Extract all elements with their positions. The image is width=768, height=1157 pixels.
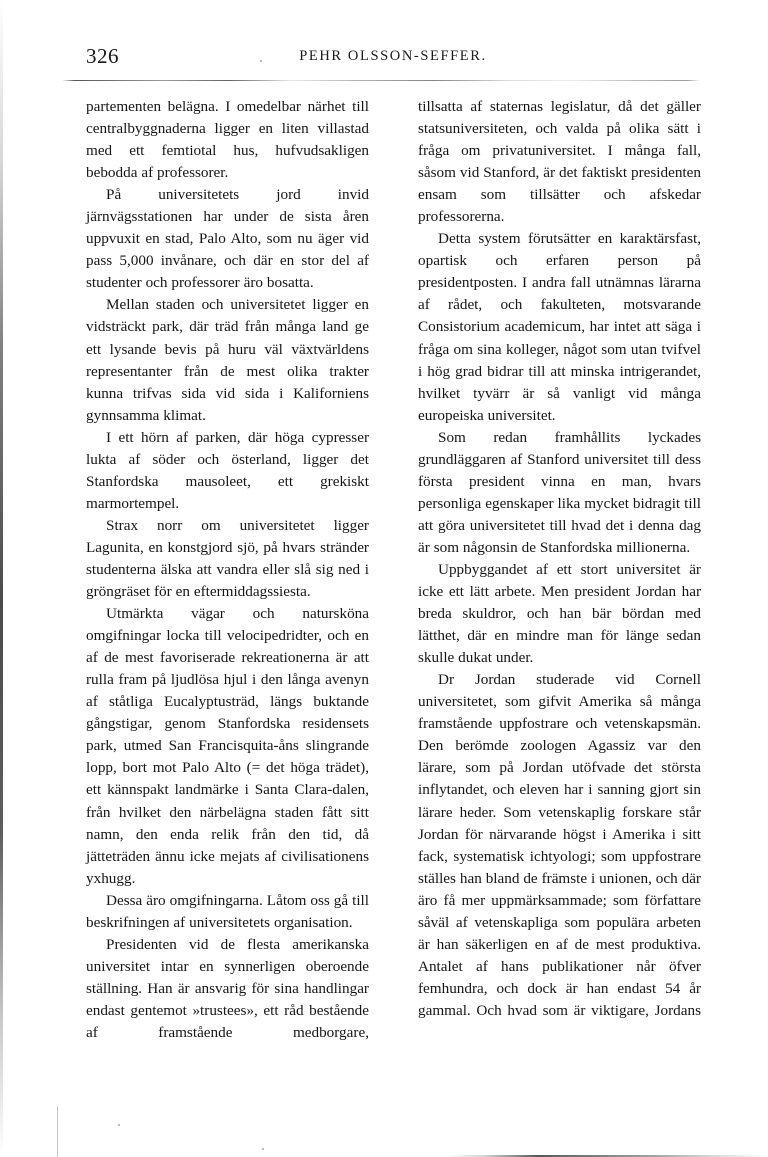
running-head xyxy=(86,44,700,74)
scan-speck xyxy=(118,1124,120,1126)
page-number: 326 xyxy=(86,44,119,68)
paragraph: Mellan staden och universitetet ligger en vidsträckt park, där träd från många land ge ett lysande bevis på huru väl växtvärldens representanter från de mest olika trakter kunna trifvas sida vid sida i Kaliforniens gynnsamma klimat. xyxy=(86,296,369,424)
scan-speck xyxy=(262,1148,264,1150)
paragraph: Dr Jordan studerade vid Cornell universitetet, som gifvit Amerika så många framstående uppfostrare och vetenskapsmän. Den berömde zoologen Agassiz var den lärare, som på Jordan utöfvade det största inflytandet, och eleven har i sanning gjort sin lärare heder. Som vetenskaplig forskare står Jordan för närvarande högst i Amerika i sitt fack, systematisk ichtyologi; som uppfostrare ställes han bland de främste i unionen, och där äro få mer uppmärksammade; som författare såväl af vetenskapliga som populära arbeten är han säkerligen en af de mest produktiva. Antalet af hans publikationer når öfver femhundra, och dock är han endast 54 år gammal. Och hvad som är viktigare, Jordans xyxy=(418,671,701,1019)
paragraph: Utmärkta vägar och natursköna omgifningar locka till velocipedridter, och en af de mest favoriserade rekreationerna är att rulla fram på ljudlösa hjul i den långa avenyn af ståtliga Eucalyptusträd, längs buktande gångstigar, genom Stanfordska residensets park, utmed San Francisquita-åns slingrande lopp, bort mot Palo Alto (= det höga trädet), ett kännspakt landmärke i Santa Clara-dalen, från hvilket den närbelägna staden fått sitt namn, den enda relik från den tid, då jätteträden ännu icke mejats af civilisationens yxhugg. xyxy=(86,605,369,887)
paragraph: Detta system förutsätter en karaktärsfast, opartisk och erfaren person på presidentposten. I andra fall utnämnas lärarna af rådet, och fakulteten, motsvarande Consistorium academicum, har intet att säga i fråga om sina kolleger, något som utan tvifvel i hög grad bidrar till att minska intrigerandet, hvilket tyvärr är så vanligt vid många europeiska universitet. xyxy=(418,230,701,424)
paragraph: Dessa äro omgifningarna. Låtom oss gå till beskrifningen af universitetets organisation. xyxy=(86,891,369,931)
paragraph: I ett hörn af parken, där höga cypresser lukta af söder och österland, ligger det Stanfordska mausoleet, ett grekiskt marmortempel. xyxy=(86,428,369,512)
paragraph: tillsatta af staternas legislatur, då det gäller statsuniversiteten, och valda på olika sätt i fråga om privatuniversitet. I många fall, såsom vid Stanford, är det faktiskt presidenten ensam som tillsätter och afskedar professorerna. xyxy=(418,98,701,226)
column-right xyxy=(418,96,701,1022)
scan-fold-line xyxy=(57,1106,58,1157)
scan-edge-artifact-left xyxy=(0,0,3,1157)
header-rule xyxy=(62,80,700,81)
paragraph: Uppbyggandet af ett stort universitet är icke ett lätt arbete. Men president Jordan har breda skuldror, och han bär bördan med lätthet, där en mindre man för länge sedan skulle dukat under. xyxy=(418,560,701,667)
paragraph: På universitetets jord invid järnvägsstationen har under de sista åren uppvuxit en stad, Palo Alto, som nu äger vid pass 5,000 invånare, och där en stor del af studenter och professorer äro bosatta. xyxy=(86,186,369,292)
paragraph: partementen belägna. I omedelbar närhet till centralbyggnaderna ligger en liten villastad med ett femtiotal hus, hufvudsakligen bebodda af professorer. xyxy=(86,98,369,182)
running-head-title: PEHR OLSSON-SEFFER. xyxy=(299,48,487,64)
column-left xyxy=(86,96,369,1044)
paragraph: Som redan framhållits lyckades grundläggaren af Stanford universitet till dess första president vinna en man, hvars personliga egenskaper lika mycket bidragit till att göra universitetet till hvad det i denna dag är som någonsin de Stanfordska millionerna. xyxy=(418,428,701,556)
paragraph: Strax norr om universitetet ligger Lagunita, en konstgjord sjö, på hvars stränder studenterna älska att vandra eller slå sig ned i gröngräset för en eftermiddagssiesta. xyxy=(86,516,369,601)
paragraph: Presidenten vid de flesta amerikanska universitet intar en synnerligen oberoende ställning. Han är ansvarig för sina handlingar endast gentemot »trustees», ett råd bestående af framstående medborgare, xyxy=(86,935,369,1041)
